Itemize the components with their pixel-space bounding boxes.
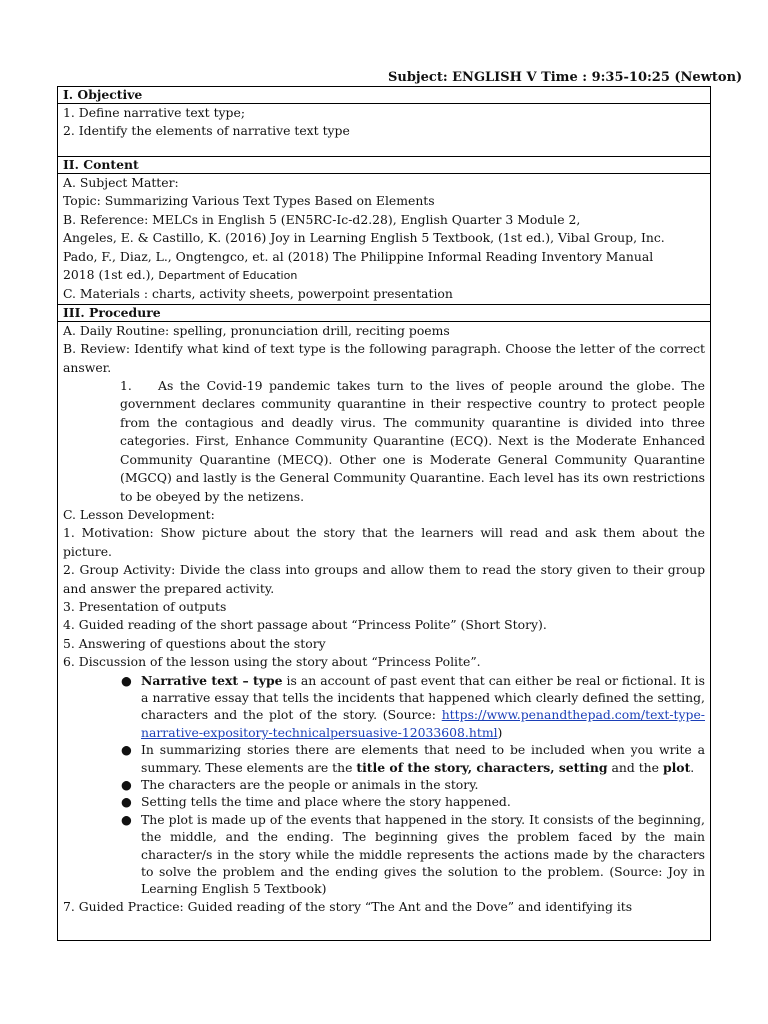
bullet-item — [121, 672, 705, 742]
source-link[interactable]: https://www.penandthepad.com/text-type-narrative-expository-technicalpersuasive-12033608.html — [141, 707, 705, 740]
elements-list: title of the story, characters, setting — [356, 759, 608, 775]
review-passage — [120, 377, 705, 506]
bullet-dot-icon: ● — [121, 777, 132, 792]
elements-plot: plot — [662, 759, 691, 775]
topic-text: Topic: Summarizing Various Text Types Based on Elements — [63, 193, 435, 209]
materials-text: C. Materials : charts, activity sheets, powerpoint presentation — [63, 286, 453, 302]
bullet-dot-icon: ● — [121, 794, 132, 810]
objective-item: 2. Identify the elements of narrative text type — [63, 123, 350, 139]
source-close: ) — [497, 724, 503, 740]
content-body — [58, 174, 711, 305]
objective-body-row — [58, 104, 711, 157]
procedure-step: 5. Answering of questions about the story — [63, 635, 326, 651]
guided-practice: 7. Guided Practice: Guided reading of the story “The Ant and the Dove” and identifying its — [63, 898, 633, 914]
bullet-item — [121, 776, 705, 793]
discussion-bullets — [63, 672, 705, 898]
characters-text: The characters are the people or animals in the story. — [141, 777, 479, 792]
narrative-definition: is an account of past event that can either be real or fictional. It is a narrative essay that tells the incidents that happened which clearly defined the setting, characters and the plot of the story. (Source: — [141, 672, 705, 723]
procedure-step: 6. Discussion of the lesson using the story about “Princess Polite”. — [63, 654, 481, 670]
elements-and: and the — [607, 759, 663, 775]
reference-line: Pado, F., Diaz, L., Ongtengco, et. al (2018) The Philippine Informal Reading Inventory Manual — [63, 248, 654, 264]
review-instruction: B. Review: Identify what kind of text type is the following paragraph. Choose the letter of the correct answer. — [63, 341, 705, 375]
daily-routine: A. Daily Routine: spelling, pronunciation drill, reciting poems — [63, 322, 450, 338]
subject-header: Subject: ENGLISH V Time : 9:35-10:25 (Newton) — [388, 70, 743, 85]
plot-text: The plot is made up of the events that happened in the story. It consists of the beginning, the middle, and the ending. The beginning gives the problem faced by the main character/s in the story while the middle represents the actions made by the characters to solve the problem and the ending gives the solution to the problem. (Source: Joy in Learning English 5 Textbook) — [141, 811, 705, 897]
content-heading: II. Content — [58, 157, 711, 174]
reference-year: 2018 (1st ed.), — [63, 267, 159, 283]
subject-matter-label: A. Subject Matter: — [63, 175, 179, 190]
bullet-item — [121, 741, 705, 776]
reference-line — [63, 266, 705, 285]
procedure-body — [58, 321, 711, 940]
lesson-plan-table — [57, 86, 711, 941]
setting-text: Setting tells the time and place where the story happened. — [141, 794, 511, 810]
objective-heading: I. Objective — [58, 87, 711, 104]
bullet-dot-icon: ● — [121, 742, 132, 758]
procedure-heading-row — [58, 304, 711, 321]
procedure-body-row — [58, 321, 711, 940]
elements-text: In summarizing stories there are elements that need to be included when you write a summary. These elements are the — [141, 742, 705, 775]
objective-item: 1. Define narrative text type; — [63, 105, 245, 120]
reference-publisher: Department of Education — [158, 269, 298, 283]
bullet-dot-icon: ● — [121, 672, 132, 688]
elements-end: . — [690, 759, 695, 775]
objective-heading-row — [58, 87, 711, 104]
procedure-step: 1. Motivation: Show picture about the story that the learners will read and ask them about the picture. — [63, 525, 705, 559]
content-heading-row — [58, 157, 711, 174]
objective-body — [58, 104, 711, 157]
procedure-step: 2. Group Activity: Divide the class into groups and allow them to read the story given to their group and answer the prepared activity. — [63, 562, 705, 596]
procedure-step: 4. Guided reading of the short passage about “Princess Polite” (Short Story). — [63, 617, 547, 633]
bullet-dot-icon: ● — [121, 811, 132, 827]
content-body-row — [58, 174, 711, 305]
lesson-development-label: C. Lesson Development: — [63, 506, 215, 522]
review-item-number: 1. — [120, 378, 132, 394]
review-item-text: As the Covid-19 pandemic takes turn to the lives of people around the globe. The government declares community quarantine in their respective country to protect people from the contagious and deadly virus. The community quarantine is divided into three categories. First, Enhance Community Quarantine (ECQ). Next is the Moderate Enhanced Community Quarantine (MECQ). Other one is Moderate General Community Quarantine (MGCQ) and lastly is the General Community Quarantine. Each level has its own restrictions to be obeyed by the netizens. — [120, 378, 705, 504]
procedure-heading: III. Procedure — [58, 304, 711, 321]
reference-line: Angeles, E. & Castillo, K. (2016) Joy in Learning English 5 Textbook, (1st ed.), Vibal Group, Inc. — [63, 230, 665, 246]
bullet-item — [121, 793, 705, 810]
procedure-step: 3. Presentation of outputs — [63, 598, 227, 614]
narrative-term: Narrative text – type — [141, 672, 283, 688]
bullet-item — [121, 811, 705, 898]
reference-line: B. Reference: MELCs in English 5 (EN5RC-Ic-d2.28), English Quarter 3 Module 2, — [63, 211, 581, 227]
